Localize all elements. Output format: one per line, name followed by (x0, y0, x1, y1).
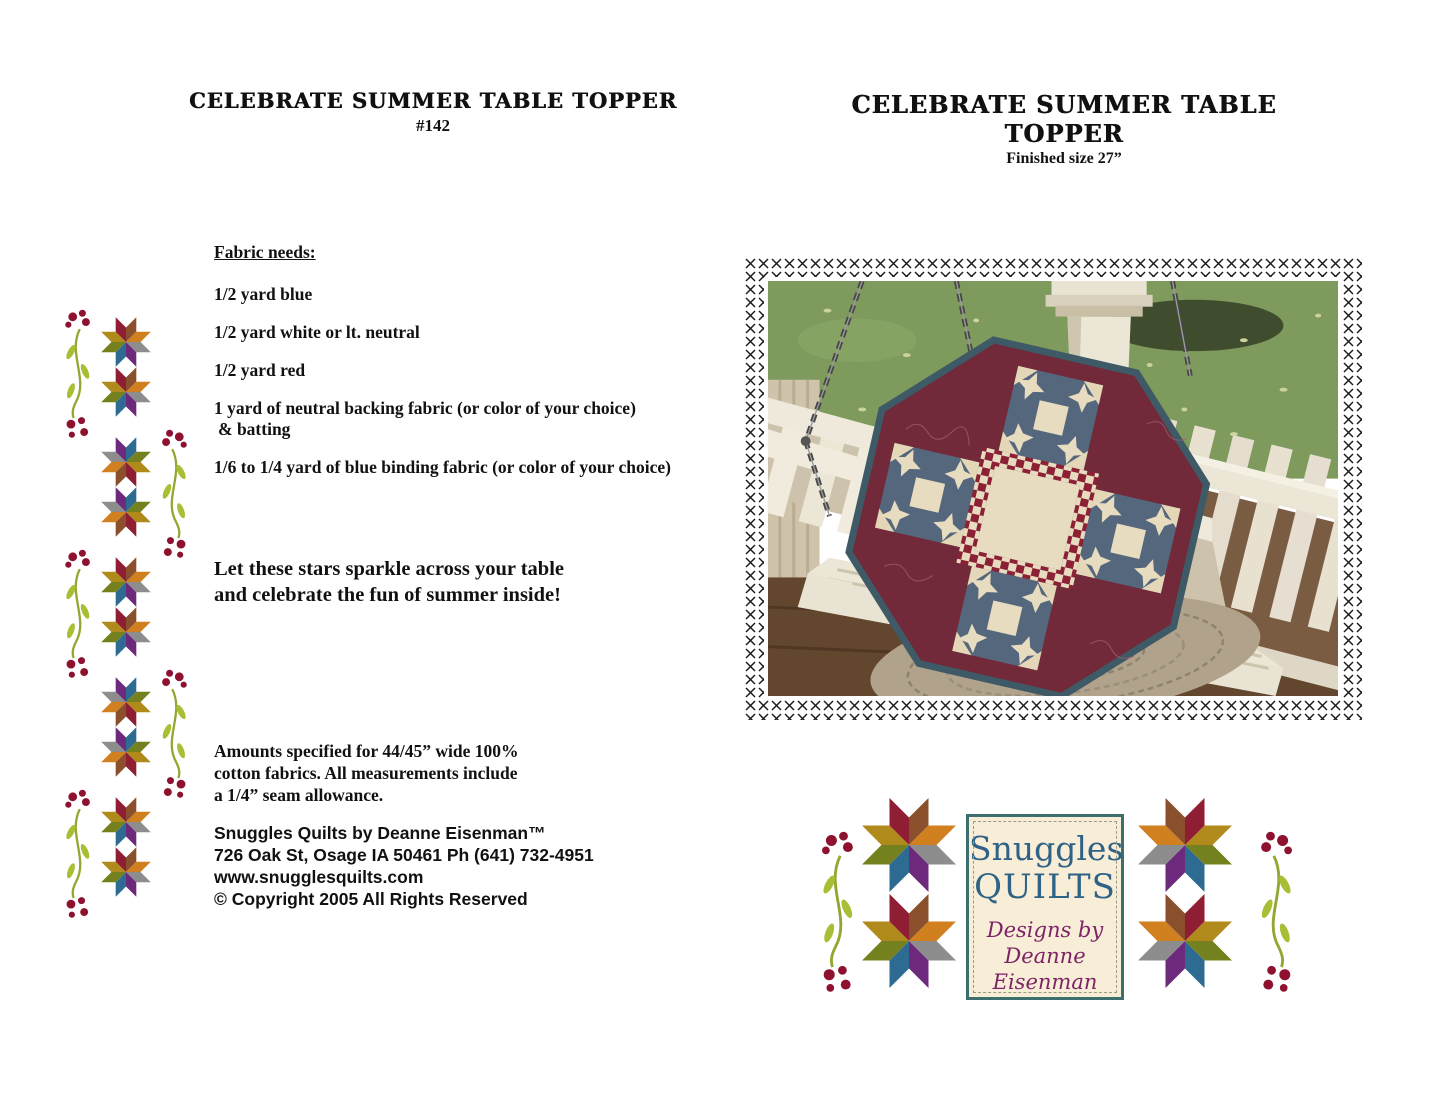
company-website: www.snugglesquilts.com (214, 867, 424, 887)
contact-block (214, 822, 694, 910)
quilt-star-icon (856, 792, 962, 898)
star-border-strip (0, 0, 220, 1117)
quilt-star-icon (98, 554, 154, 610)
cover-photo (744, 257, 1362, 720)
quilt-star-icon (98, 434, 154, 490)
star-border-group (98, 674, 154, 782)
star-border-group (98, 794, 154, 902)
fabric-need-item: 1/2 yard red (214, 360, 306, 380)
logo-byline1: Designs by (986, 918, 1104, 942)
quilt-star-icon (98, 844, 154, 900)
company-address: 726 Oak St, Osage IA 50461 Ph (641) 732-4951 (214, 845, 594, 865)
front-cover-header (790, 90, 1338, 168)
vine-berries-icon (816, 828, 860, 996)
quilt-star-icon (856, 888, 962, 994)
logo-byline2: Deanne Eisenman (992, 944, 1098, 994)
vine-berries-icon (60, 788, 96, 920)
fabric-needs-heading: Fabric needs: (214, 242, 316, 262)
quilt-star-icon (1132, 792, 1238, 898)
company-name: Snuggles Quilts by Deanne Eisenman™ (214, 823, 546, 843)
quilt-star-icon (98, 604, 154, 660)
fabric-need-item-continuation: & batting (218, 419, 291, 439)
star-border-group (98, 434, 154, 542)
fabric-needs-section (214, 242, 744, 495)
star-border-group (98, 314, 154, 422)
fabric-need-item: 1 yard of neutral backing fabric (or color of your choice) (214, 398, 636, 418)
star-border-group (98, 554, 154, 662)
amounts-note-line: a 1/4” seam allowance. (214, 785, 384, 805)
vine-berries-icon (156, 668, 192, 800)
quilt-star-icon (1132, 888, 1238, 994)
vine-berries-icon (60, 308, 96, 440)
quilt-star-icon (98, 724, 154, 780)
vine-berries-icon (156, 428, 192, 560)
logo-star-column-left (856, 792, 962, 1004)
pattern-number: #142 (416, 116, 450, 135)
amounts-note-line: Amounts specified for 44/45” wide 100% (214, 741, 519, 761)
fabric-need-item: 1/2 yard white or lt. neutral (214, 322, 420, 342)
copyright-line: © Copyright 2005 All Rights Reserved (214, 889, 528, 909)
quilt-star-icon (98, 794, 154, 850)
quilt-star-icon (98, 314, 154, 370)
back-cover-header (158, 88, 708, 136)
front-cover-title: CELEBRATE SUMMER TABLE TOPPER (851, 90, 1277, 148)
snuggles-quilts-logo (818, 788, 1296, 1040)
vine-berries-icon (60, 548, 96, 680)
tagline-line2: and celebrate the fun of summer inside! (214, 584, 561, 606)
tagline-line1: Let these stars sparkle across your table (214, 558, 564, 580)
logo-star-column-right (1132, 792, 1238, 1004)
porch-scene (760, 281, 1362, 720)
cover-photo-illustration (744, 257, 1362, 720)
logo-name-line2: QUILTS (974, 867, 1116, 907)
tagline (214, 556, 654, 608)
back-cover-title: CELEBRATE SUMMER TABLE TOPPER (188, 88, 678, 113)
fabric-need-item: 1/2 yard blue (214, 284, 313, 304)
logo-box (966, 814, 1124, 1000)
amounts-note (214, 740, 614, 806)
quilt-star-icon (98, 674, 154, 730)
quilt-star-icon (98, 364, 154, 420)
quilt-star-icon (98, 484, 154, 540)
amounts-note-line: cotton fabrics. All measurements include (214, 763, 518, 783)
fabric-need-item: 1/6 to 1/4 yard of blue binding fabric (or color of your choice) (214, 457, 671, 477)
vine-berries-icon (1254, 828, 1298, 996)
finished-size: Finished size 27” (1006, 150, 1122, 167)
logo-name-line1: Snuggles (969, 829, 1124, 868)
